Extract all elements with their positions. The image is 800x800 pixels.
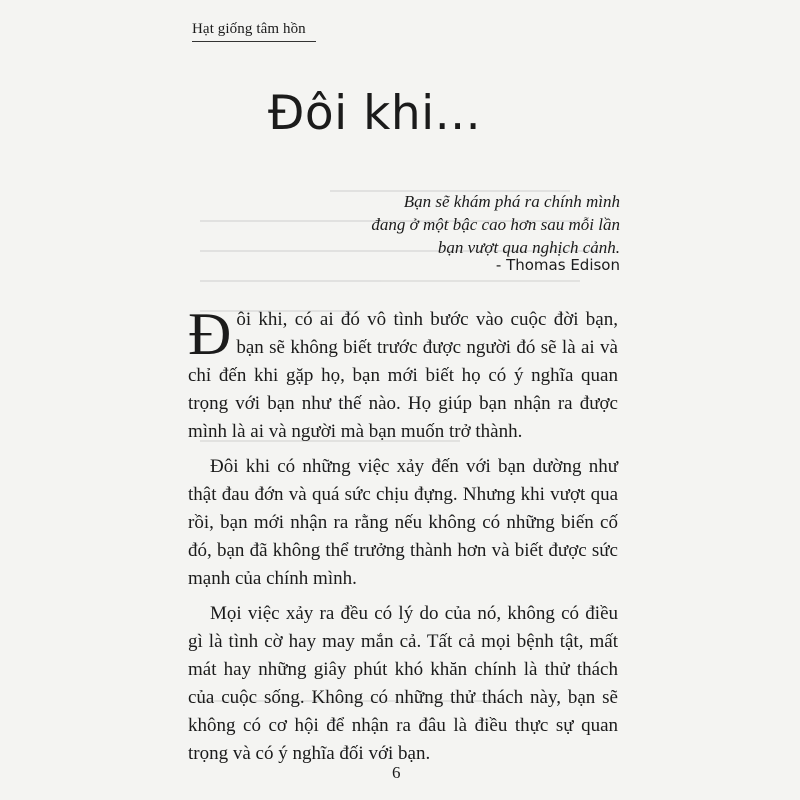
page-number: 6	[392, 763, 401, 782]
chapter-title: Đôi khi...	[268, 86, 482, 141]
paragraph-text: ôi khi, có ai đó vô tình bước vào cuộc đời bạn, bạn sẽ không biết trước được người đó sẽ là ai và chỉ đến khi gặp họ, bạn mới biết họ có ý nghĩa quan trọng với bạn như thế nào. Họ giúp bạn nhận ra được mình là ai và người mà bạn muốn trở thành.	[188, 309, 618, 442]
epigraph-quote	[240, 190, 620, 259]
paragraph: Mọi việc xảy ra đều có lý do của nó, không có điều gì là tình cờ hay may mắn cả. Tất cả mọi bệnh tật, mất mát hay những giây phút khó khăn chính là thử thách của cuộc sống. Không có những thử thách này, bạn sẽ không có cơ hội để nhận ra đâu là điều thực sự quan trọng và có ý nghĩa đối với bạn.	[188, 603, 618, 764]
epigraph-line: đang ở một bậc cao hơn sau mỗi lần	[371, 215, 620, 234]
bleed-through-title-shape	[220, 90, 241, 167]
epigraph-line: bạn vượt qua nghịch cảnh.	[437, 238, 620, 257]
epigraph-author: - Thomas Edison	[495, 256, 620, 274]
paragraph	[188, 301, 618, 446]
drop-cap: Đ	[188, 301, 232, 367]
epigraph-line: Bạn sẽ khám phá ra chính mình	[403, 192, 620, 211]
body-text	[188, 301, 618, 775]
running-header: Hạt giống tâm hồn	[192, 21, 316, 42]
paragraph: Đôi khi có những việc xảy đến với bạn dường như thật đau đớn và quá sức chịu đựng. Nhưng khi vượt qua rồi, bạn mới nhận ra rằng nếu không có những biến cố đó, bạn đã không thể trưởng thành hơn và biết được sức mạnh của chính mình.	[188, 456, 618, 589]
